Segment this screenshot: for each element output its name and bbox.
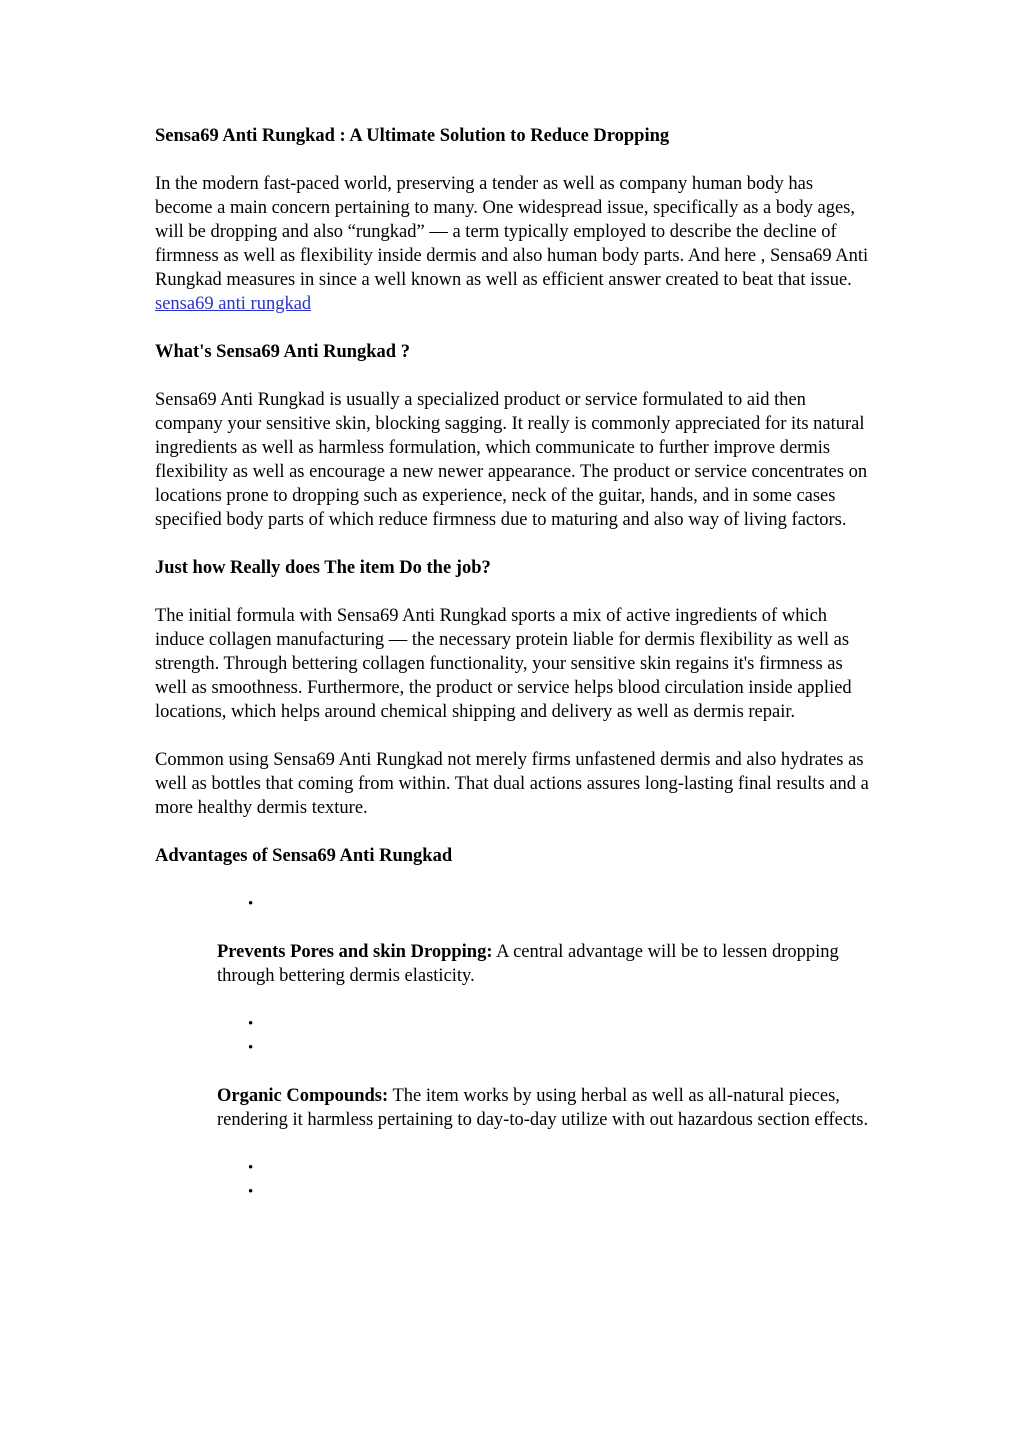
bullet-icon: •: [248, 896, 254, 912]
advantage-label: Organic Compounds:: [217, 1086, 389, 1106]
section-heading-how-it-works: Just how Really does The item Do the job?: [155, 558, 491, 578]
advantage-item: [217, 1084, 875, 1132]
advantage-label: Prevents Pores and skin Dropping:: [217, 942, 493, 962]
advantage-item: [217, 940, 875, 988]
empty-bullet: [217, 1036, 875, 1060]
advantage-text: A central advantage will be to lessen dropping through bettering dermis elasticity.: [217, 942, 839, 986]
empty-bullet: [217, 892, 875, 916]
empty-bullet: [217, 1180, 875, 1204]
section-paragraph-how-it-works: The initial formula with Sensa69 Anti Rungkad sports a mix of active ingredients of which induce collagen manufacturing — the necessary protein liable for dermis flexibility as well as strength. Through bettering collagen functionality, your sensitive skin regains it's firmness as well as smoothness. Furthermore, the product or service helps blood circulation inside applied locations, which helps around chemical shipping and delivery as well as dermis repair.: [155, 606, 852, 722]
advantage-text: The item works by using herbal as well as all-natural pieces, rendering it harmless pertaining to day-to-day utilize with out hazardous section effects.: [217, 1086, 869, 1130]
bullet-icon: •: [248, 1040, 254, 1056]
document-title: Sensa69 Anti Rungkad : A Ultimate Solution to Reduce Dropping: [155, 126, 670, 146]
empty-bullet: [217, 1012, 875, 1036]
document-page: [155, 124, 875, 1204]
bullet-icon: •: [248, 1184, 254, 1200]
bullet-icon: •: [248, 1016, 254, 1032]
section-heading-what-is: What's Sensa69 Anti Rungkad ?: [155, 342, 410, 362]
empty-bullet: [217, 1156, 875, 1180]
section-heading-advantages: Advantages of Sensa69 Anti Rungkad: [155, 846, 453, 866]
bullet-icon: •: [248, 1160, 254, 1176]
sensa69-anti-rungkad-link[interactable]: sensa69 anti rungkad: [155, 294, 312, 314]
intro-text: In the modern fast-paced world, preserving a tender as well as company human body has become a main concern pertaining to many. One widespread issue, specifically as a body ages, will be dropping and also “rungkad” — a term typically employed to describe the decline of firmness as well as flexibility inside dermis and also human body parts. And here , Sensa69 Anti Rungkad measures in since a well known as well as efficient answer created to beat that issue.: [155, 174, 869, 290]
section-paragraph-regular-use: Common using Sensa69 Anti Rungkad not merely firms unfastened dermis and also hydrates as well as bottles that coming from within. That dual actions assures long-lasting final results and a more healthy dermis texture.: [155, 750, 869, 818]
intro-paragraph: [155, 172, 875, 316]
section-paragraph-what-is: Sensa69 Anti Rungkad is usually a specialized product or service formulated to aid then company your sensitive skin, blocking sagging. It really is commonly appreciated for its natural ingredients as well as harmless formulation, which communicate to further improve dermis flexibility as well as encourage a new newer appearance. The product or service concentrates on locations prone to dropping such as experience, neck of the guitar, hands, and in some cases specified body parts of which reduce firmness due to maturing and also way of living factors.: [155, 390, 868, 530]
